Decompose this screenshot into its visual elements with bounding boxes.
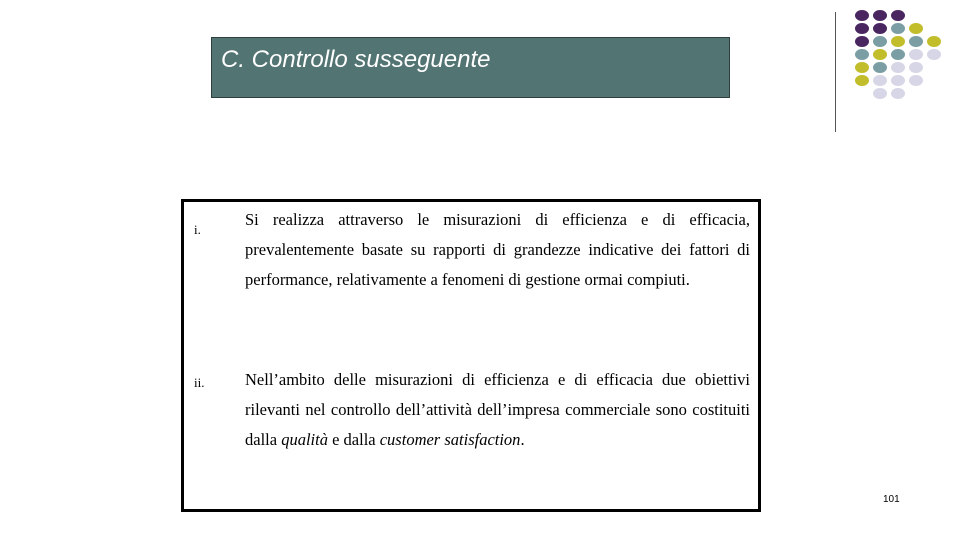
emphasis-qualita: qualità bbox=[281, 430, 328, 449]
decorative-dot bbox=[891, 49, 905, 60]
decorative-dot bbox=[909, 36, 923, 47]
decorative-dot bbox=[873, 10, 887, 21]
decorative-dot bbox=[873, 62, 887, 73]
decorative-dot bbox=[855, 75, 869, 86]
slide-title: C. Controllo susseguente bbox=[221, 46, 491, 73]
paragraph-2-text-start: Nell’ambito delle misurazioni di efficienza e di efficacia due obiettivi rilevanti nel controllo dell’attività dell’impresa commerciale sono costituiti dalla bbox=[245, 370, 750, 449]
content-box bbox=[181, 199, 761, 512]
decorative-dot bbox=[855, 62, 869, 73]
decorative-dot bbox=[855, 36, 869, 47]
decorative-dot bbox=[891, 36, 905, 47]
emphasis-customer-satisfaction: customer satisfaction bbox=[379, 430, 521, 449]
decorative-dot bbox=[891, 10, 905, 21]
title-bar bbox=[211, 37, 730, 98]
decorative-dot bbox=[927, 36, 941, 47]
decorative-dot bbox=[873, 36, 887, 47]
paragraph-2-text-middle: e dalla bbox=[327, 430, 380, 449]
decorative-dot bbox=[891, 23, 905, 34]
decorative-dot bbox=[855, 49, 869, 60]
decorative-dot bbox=[891, 88, 905, 99]
decorative-dot bbox=[909, 62, 923, 73]
paragraph-2-text-end: . bbox=[520, 430, 525, 449]
paragraph-1: Si realizza attraverso le misurazioni di efficienza e di efficacia, prevalentemente basate su rapporti di grandezze indicative dei fattori di performance, relativamente a fenomeni di gestione ormai compiuti. bbox=[245, 210, 750, 289]
item-marker-2: ii. bbox=[194, 375, 205, 390]
decorative-dot bbox=[909, 23, 923, 34]
decorative-dot bbox=[909, 49, 923, 60]
decorative-dot bbox=[891, 62, 905, 73]
decorative-dot bbox=[873, 23, 887, 34]
item-marker-1: i. bbox=[194, 222, 201, 237]
decorative-dot bbox=[873, 75, 887, 86]
decorative-dot bbox=[927, 49, 941, 60]
decorative-dot bbox=[873, 88, 887, 99]
paragraph-2 bbox=[245, 365, 750, 455]
decorative-dot bbox=[909, 75, 923, 86]
decorative-dot bbox=[891, 75, 905, 86]
decorative-dot bbox=[855, 23, 869, 34]
decorative-dot bbox=[873, 49, 887, 60]
decorative-dot bbox=[855, 10, 869, 21]
page-number: 101 bbox=[883, 494, 900, 505]
vertical-divider bbox=[835, 12, 836, 132]
